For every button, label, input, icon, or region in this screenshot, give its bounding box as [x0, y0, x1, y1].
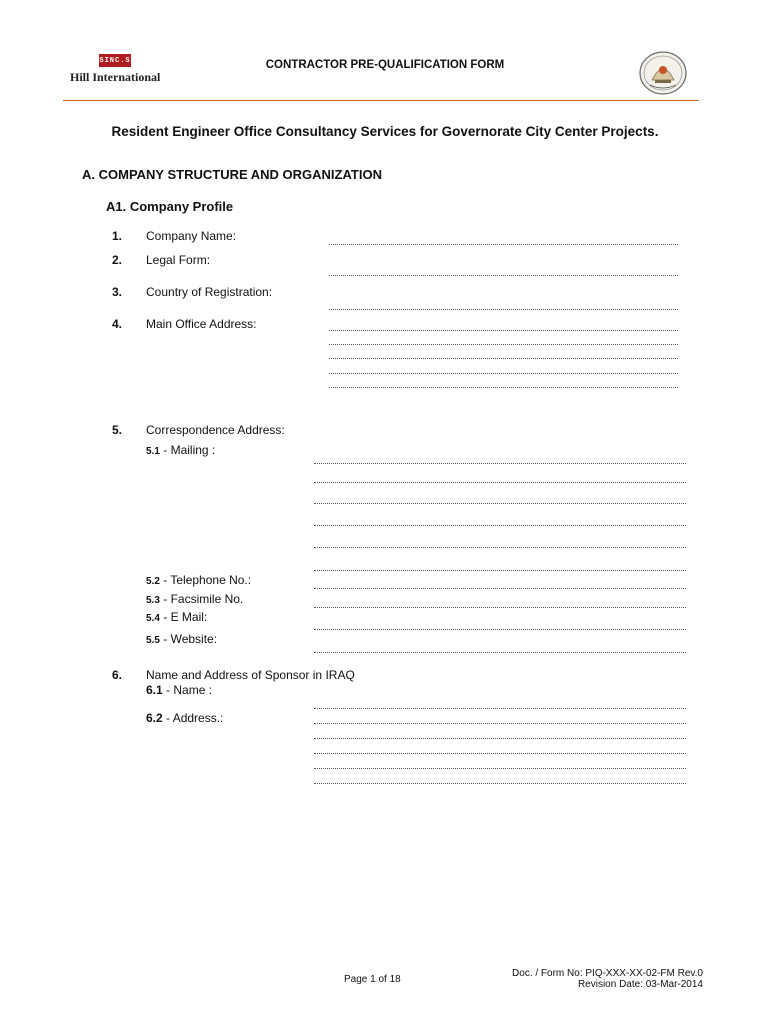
field-number: 3.	[112, 285, 123, 299]
subfield-email	[146, 610, 207, 624]
legal-form-entry-line[interactable]	[329, 275, 678, 276]
subfield-label: Address.:	[172, 711, 224, 725]
sponsor-address-entry-line[interactable]	[314, 783, 686, 784]
subfield-separator: -	[162, 683, 174, 697]
field-label-sponsor: Name and Address of Sponsor in IRAQ	[146, 668, 355, 682]
subfield-separator: -	[159, 632, 171, 646]
subfield-telephone	[146, 573, 251, 587]
company-name-entry-line[interactable]	[329, 244, 678, 245]
project-title: Resident Engineer Office Consultancy Services for Governorate City Center Projects.	[111, 124, 659, 139]
field-number: 5.	[112, 423, 123, 437]
subfield-number: 6.1	[146, 683, 163, 697]
logo-mark-text: SINC.S	[99, 56, 131, 65]
subfield-sponsor-address	[146, 711, 223, 725]
subfield-label: E Mail:	[170, 610, 208, 624]
field-label-country: Country of Registration:	[146, 285, 273, 299]
subfield-website	[146, 632, 217, 646]
page-number: Page 1 of 18	[344, 974, 401, 985]
form-header-title: CONTRACTOR PRE-QUALIFICATION FORM	[265, 59, 505, 71]
subfield-facsimile	[146, 592, 243, 606]
subfield-number: 6.2	[146, 711, 163, 725]
main-office-entry-line[interactable]	[329, 387, 678, 388]
main-office-entry-line[interactable]	[329, 358, 678, 359]
mailing-entry-line[interactable]	[314, 525, 686, 526]
revision-date: Revision Date: 03-Mar-2014	[577, 979, 703, 990]
subfield-number: 5.1	[146, 446, 160, 457]
main-office-entry-line[interactable]	[329, 373, 678, 374]
subfield-number: 5.2	[146, 576, 160, 587]
facsimile-entry-line[interactable]	[314, 607, 686, 608]
subfield-label: Telephone No.:	[170, 573, 252, 587]
governorate-seal-icon	[638, 50, 688, 96]
field-number: 1.	[112, 229, 123, 243]
mailing-entry-line[interactable]	[314, 482, 686, 483]
sponsor-name-entry-line[interactable]	[314, 708, 686, 709]
field-number: 2.	[112, 253, 123, 267]
subfield-label: Website:	[170, 632, 218, 646]
field-number: 4.	[112, 317, 123, 331]
subfield-label: Mailing :	[170, 443, 216, 457]
subfield-separator: -	[159, 592, 171, 606]
mailing-entry-line[interactable]	[314, 547, 686, 548]
subfield-separator: -	[159, 610, 171, 624]
mailing-entry-line[interactable]	[314, 503, 686, 504]
subfield-sponsor-name	[146, 683, 212, 697]
company-logo-text: Hill International	[70, 70, 161, 84]
subfield-separator: -	[159, 443, 171, 457]
website-entry-line[interactable]	[314, 652, 686, 653]
field-label-correspondence-address: Correspondence Address:	[146, 423, 285, 437]
subfield-label: Name :	[173, 683, 213, 697]
subfield-separator: -	[162, 711, 173, 725]
sponsor-address-entry-line[interactable]	[314, 723, 686, 724]
subfield-number: 5.5	[146, 635, 160, 646]
mailing-entry-line[interactable]	[314, 570, 686, 571]
subsection-title: A1. Company Profile	[106, 199, 234, 214]
telephone-entry-line[interactable]	[314, 588, 686, 589]
field-label-legal-form: Legal Form:	[146, 253, 211, 267]
document-number: Doc. / Form No: PIQ-XXX-XX-02-FM Rev.0	[512, 968, 703, 979]
field-number: 6.	[112, 668, 123, 682]
field-label-company-name: Company Name:	[146, 229, 237, 243]
subfield-number: 5.4	[146, 613, 160, 624]
email-entry-line[interactable]	[314, 629, 686, 630]
header-divider	[63, 100, 699, 101]
mailing-entry-line[interactable]	[314, 463, 686, 464]
subfield-mailing	[146, 443, 215, 457]
sponsor-address-entry-line[interactable]	[314, 768, 686, 769]
document-info	[480, 968, 703, 990]
field-label-main-office-address: Main Office Address:	[146, 317, 257, 331]
sponsor-address-entry-line[interactable]	[314, 753, 686, 754]
section-title: A. COMPANY STRUCTURE AND ORGANIZATION	[82, 167, 382, 182]
sponsor-address-entry-line[interactable]	[314, 738, 686, 739]
main-office-entry-line[interactable]	[329, 330, 678, 331]
subfield-label: Facsimile No.	[170, 592, 244, 606]
country-entry-line[interactable]	[329, 309, 678, 310]
subfield-number: 5.3	[146, 595, 160, 606]
main-office-entry-line[interactable]	[329, 344, 678, 345]
subfield-separator: -	[159, 573, 171, 587]
